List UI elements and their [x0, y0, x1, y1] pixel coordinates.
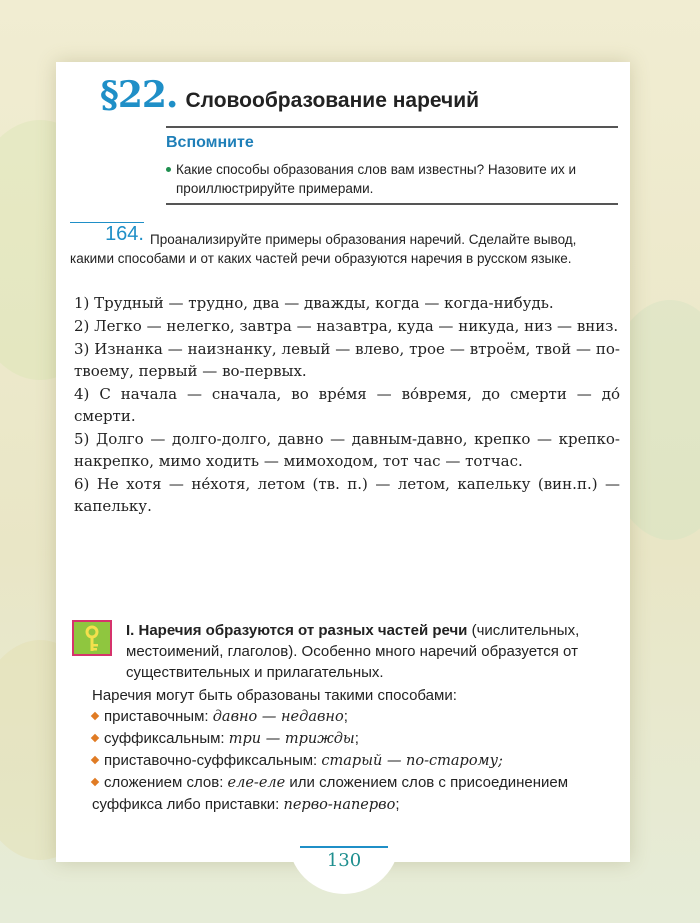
method-label: приставочным: [104, 708, 213, 725]
remember-question [176, 160, 618, 198]
method-label: приставочно-суффиксальным: [104, 752, 322, 769]
rule-heading [72, 620, 620, 683]
page-number-rule [300, 846, 388, 848]
rule-heading-rest: (числительных, местоимений, глаголов). Особенно много наречий образуется от существительных и прилагательных. [126, 622, 580, 681]
method-tail: ; [343, 708, 348, 725]
method-label: сложением слов: [104, 774, 228, 791]
section-heading [100, 74, 479, 116]
exercise-task: Проанализируйте примеры образования наречий. Сделайте вывод, какими способами и от каких частей речи образуются наречия в русском языке. [70, 232, 577, 266]
method-item [72, 750, 620, 772]
diamond-bullet-icon [91, 756, 99, 764]
method-tail: или сложением слов с присоединением суффикса либо приставки: [92, 774, 569, 813]
example-line: 1) Трудный — трудно, два — дважды, когда — когда-нибудь. [74, 294, 554, 312]
example-line: 3) Изнанка — наизнанку, левый — влево, трое — втроём, твой — по-твоему, первый — во-первых. [74, 340, 620, 380]
divider [166, 126, 618, 128]
method-example: перво-наперво [283, 797, 396, 813]
methods-intro: Наречия могут быть образованы такими способами: [92, 687, 457, 704]
rule-heading-bold: I. Наречия образуются от разных частей речи [126, 622, 468, 639]
example-line: 6) Не хотя — не́хотя, летом (тв. п.) — летом, капельку (вин.п.) — капельку. [74, 475, 620, 515]
method-item [72, 772, 620, 816]
exercise-number: 164. [70, 222, 144, 246]
divider [166, 203, 618, 205]
example-line: 4) С начала — сначала, во вре́мя — во́время, до смерти — до́ смерти. [74, 385, 620, 425]
bullet-icon [166, 167, 171, 172]
remember-question-text: Какие способы образования слов вам известны? Назовите их и проиллюстрируйте примерами. [176, 162, 577, 196]
method-example: старый — по-старому; [321, 753, 503, 769]
exercise-examples [74, 292, 620, 518]
diamond-bullet-icon [91, 778, 99, 786]
rule-block [72, 620, 620, 816]
section-title: Словообразование наречий [185, 89, 480, 112]
section-number: §22. [100, 74, 178, 116]
method-tail: ; [354, 730, 359, 747]
method-item [72, 728, 620, 750]
method-tail: ; [395, 796, 400, 813]
method-example: давно — недавно [212, 709, 344, 725]
page-number: 130 [326, 850, 362, 871]
example-line: 5) Долго — долго-долго, давно — давным-давно, крепко — крепко-накрепко, мимо ходить — мимоходом, тот час — тотчас. [74, 430, 620, 470]
remember-title: Вспомните [166, 134, 254, 151]
diamond-bullet-icon [91, 712, 99, 720]
example-line: 2) Легко — нелегко, завтра — назавтра, куда — никуда, низ — вниз. [74, 317, 619, 335]
method-label: суффиксальным: [104, 730, 229, 747]
method-item [72, 706, 620, 728]
diamond-bullet-icon [91, 734, 99, 742]
method-example: три — трижды [228, 731, 355, 747]
method-example: еле-еле [227, 775, 286, 791]
